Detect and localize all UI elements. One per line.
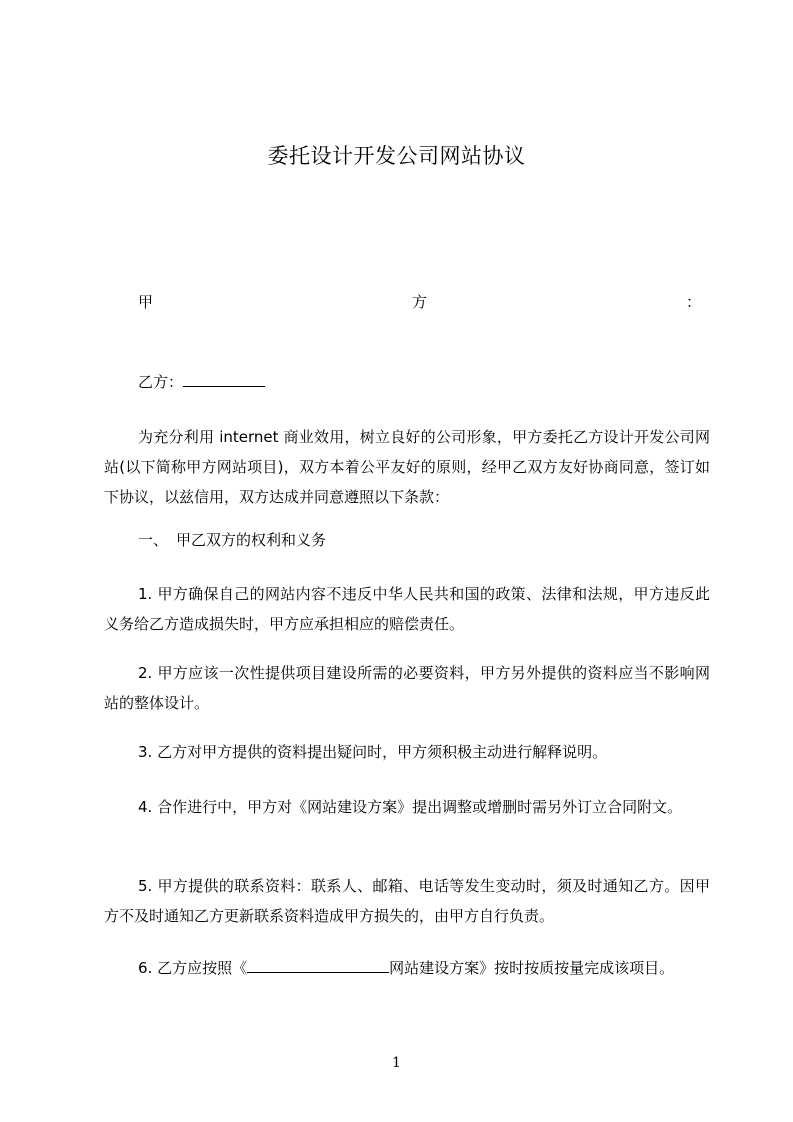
clause-6-prefix: 6. 乙方应按照《 [138,959,248,977]
clause-6-blank [247,956,389,973]
clause-5: 5. 甲方提供的联系资料：联系人、邮箱、电话等发生变动时，须及时通知乙方。因甲方不及时通知乙方更新联系资料造成甲方损失的，由甲方自行负责。 [104,877,710,925]
document-title: 委托设计开发公司网站协议 [267,144,526,168]
section-heading [138,528,326,552]
clause-6-suffix: 网站建设方案》按时按质按量完成该项目。 [389,959,675,977]
party-a-colon: ： [686,293,702,311]
section-number: 一、 [138,531,169,549]
clause-4: 4. 合作进行中，甲方对《网站建设方案》提出调整或增删时需另外订立合同附文。 [138,798,683,816]
party-b-label: 乙方： [138,373,184,391]
party-b-blank [183,370,265,387]
section-title: 甲乙双方的权利和义务 [176,531,327,549]
party-a-char-1: 甲 [138,293,154,311]
page-number: 1 [392,1055,401,1071]
clause-3: 3. 乙方对甲方提供的资料提出疑问时，甲方须积极主动进行解释说明。 [138,743,608,761]
clause-2: 2. 甲方应该一次性提供项目建设所需的必要资料，甲方另外提供的资料应当不影响网站的整体设计。 [104,664,710,712]
intro-paragraph: 为充分利用 internet 商业效用，树立良好的公司形象，甲方委托乙方设计开发公司网站(以下简称甲方网站项目)，双方本着公平友好的原则，经甲乙双方友好协商同意，签订如下协议，以兹信用，双方达成并同意遵照以下条款： [104,428,710,506]
party-a-char-2: 方 [412,293,428,311]
clause-1: 1. 甲方确保自己的网站内容不违反中华人民共和国的政策、法律和法规，甲方违反此义务给乙方造成损失时，甲方应承担相应的赔偿责任。 [104,585,710,633]
party-b-line [138,370,265,394]
party-a-line [138,290,702,314]
clause-6 [104,953,710,983]
